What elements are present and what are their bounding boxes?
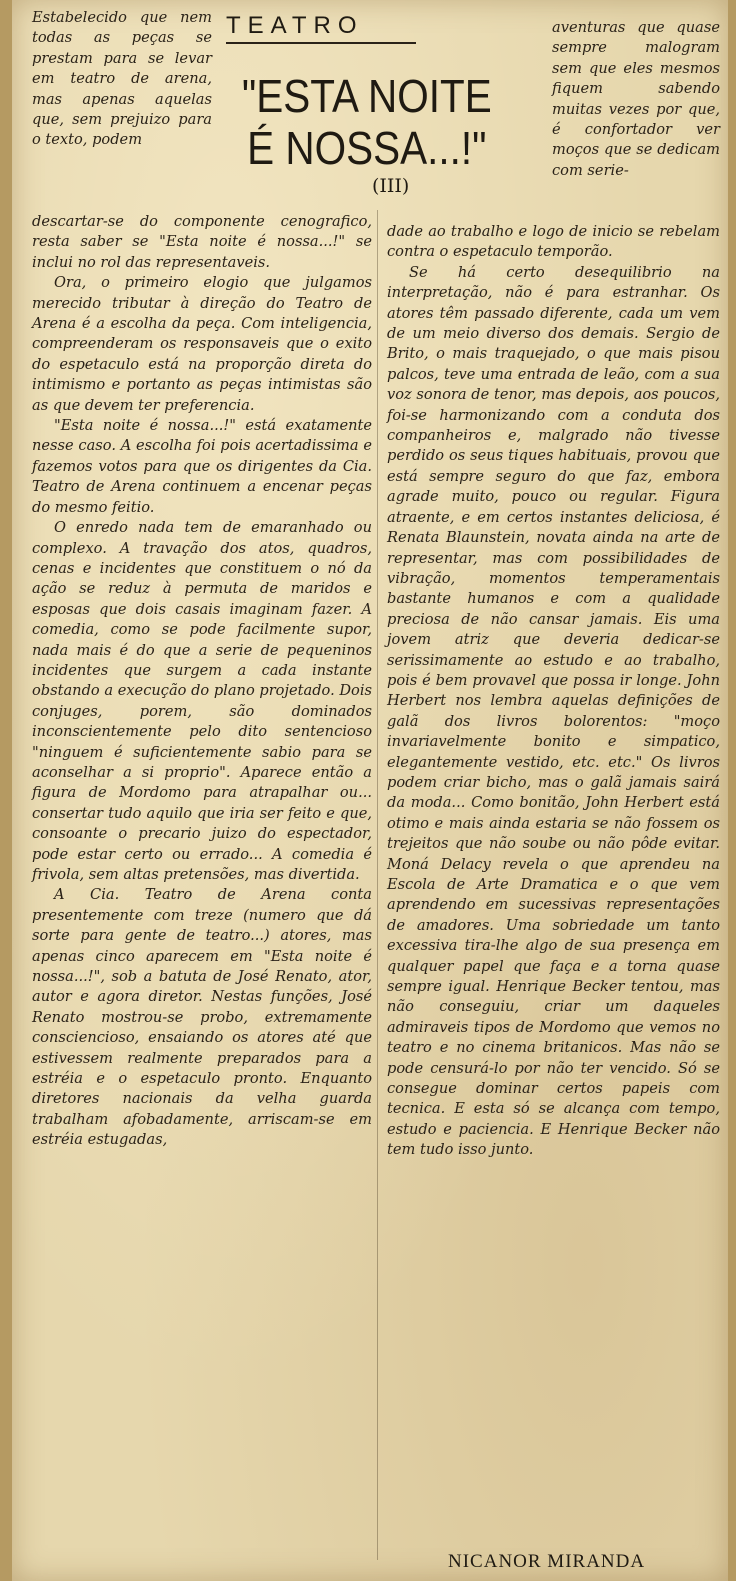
article-column-1-top [32, 8, 212, 151]
article-column-1 [32, 212, 372, 1151]
paragraph: dade ao trabalho e logo de inicio se rebelam contra o espetaculo temporão. [387, 223, 720, 261]
byline: NICANOR MIRANDA [448, 1551, 646, 1572]
article-column-3-top [552, 18, 720, 181]
paragraph: descartar-se do componente cenografico, resta saber se "Esta noite é nossa...!" se inclui no rol das representaveis. [32, 213, 372, 271]
part-number: (III) [372, 175, 410, 197]
paragraph: O enredo nada tem de emaranhado ou complexo. A travação dos atos, quadros, cenas e incidentes que constituem o nó da ação se reduz à permuta de maridos e esposas que dois casais imaginam fazer. A comedia, como se pode facilmente supor, nada mais é do que a serie de pequeninos incidentes que surgem a cada instante obstando a execução do plano projetado. Dois conjuges, porem, são dominados inconscientemente pelo dito sentencioso "ninguem é suficientemente sabio para se aconselhar a si proprio". Aparece então a figura de Mordomo para atrapalhar ou... consertar tudo aquilo que iria ser feito e que, consoante o precario juizo do espectador, pode estar certo ou errado... A comedia é frivola, sem altas pretensões, mas divertida. [32, 519, 372, 883]
paragraph: A Cia. Teatro de Arena conta presentemente com treze (numero que dá sorte para gente de teatro...) atores, mas apenas cinco aparecem em "Esta noite é nossa...!", sob a batuta de José Renato, ator, autor e agora diretor. Nestas funções, José Renato mostrou-se probo, extremamente consciencioso, ensaiando os atores até que estivessem realmente preparados para a estréia e o espetaculo pronto. Enquanto diretores nacionais da velha guarda trabalham afobadamente, arriscam-se em estréia estugadas, [32, 886, 372, 1149]
paragraph: Se há certo desequilibrio na interpretação, não é para estranhar. Os atores têm passado diferente, cada um vem de um meio diverso dos demais. Sergio de Brito, o mais traquejado, o que mais pisou palcos, teve uma entrada de leão, com a sua voz sonora de tenor, mas depois, aos poucos, foi-se harmonizando com a conduta dos companheiros e, malgrado não tivesse perdido os seus tiques habituais, provou que está sempre seguro do que faz, embora agrade muito, pouco ou regular. Figura atraente, e em certos instantes deliciosa, é Renata Blaunstein, novata ainda na arte de representar, mas com possibilidades de vibração, momentos temperamentais bastante humanos e com a qualidade preciosa de não cansar jamais. Eis uma jovem atriz que deveria dedicar-se serissimamente ao estudo e ao trabalho, pois é bem provavel que possa ir longe. John Herbert nos lembra aquelas definições de galã dos livros bolorentos: "moço invariavelmente bonito e simpatico, elegantemente vestido, etc. etc." Os livros podem criar bicho, mas o galã jamais sairá da moda... Como bonitão, John Herbert está otimo e mais ainda estaria se não fossem os trejeitos que não soube ou não pôde evitar. Moná Delacy revela o que aprendeu na Escola de Arte Dramatica e o que vem aprendendo em sucessivas representações de amadores. Uma sobriedade um tanto excessiva tira-lhe algo de sua presença em qualquer papel que faça e a torna quase sempre igual. Henrique Becker tentou, mas não conseguiu, criar um daqueles admiraveis tipos de Mordomo que vemos no teatro e no cinema britanicos. Mas não se pode censurá-lo por não ter vencido. Só se consegue dominar certos papeis com tecnica. E esta só se alcança com tempo, estudo e paciencia. E Henrique Becker não tem tudo isso junto. [387, 263, 720, 1159]
paragraph-intro: Estabelecido que nem todas as peças se prestam para se levar em teatro de arena, mas apenas aquelas que, sem prejuizo para o texto, podem [32, 9, 212, 149]
article-column-2 [387, 222, 720, 1161]
paragraph-col3-top: aventuras que quase sempre malogram sem que eles mesmos fiquem sabendo muitas vezes por que, é confortador ver moços que se dedicam com serie- [552, 19, 720, 179]
paragraph: Ora, o primeiro elogio que julgamos merecido tributar à direção do Teatro de Arena é a escolha da peça. Com inteligencia, compreenderam os responsaveis que o exito do espetaculo está na proporção direta do intimismo e portanto as peças intimistas são as que devem ter preferencia. [32, 274, 372, 414]
paragraph: "Esta noite é nossa...!" está exatamente nesse caso. A escolha foi pois acertadissima e fazemos votos para que os dirigentes da Cia. Teatro de Arena continuem a encenar peças do mesmo feitio. [32, 417, 372, 516]
column-divider [377, 210, 378, 1560]
newspaper-clipping [12, 0, 728, 1581]
section-label: TEATRO [226, 12, 416, 44]
headline: "ESTA NOITE É NOSSA...!" [241, 70, 492, 174]
